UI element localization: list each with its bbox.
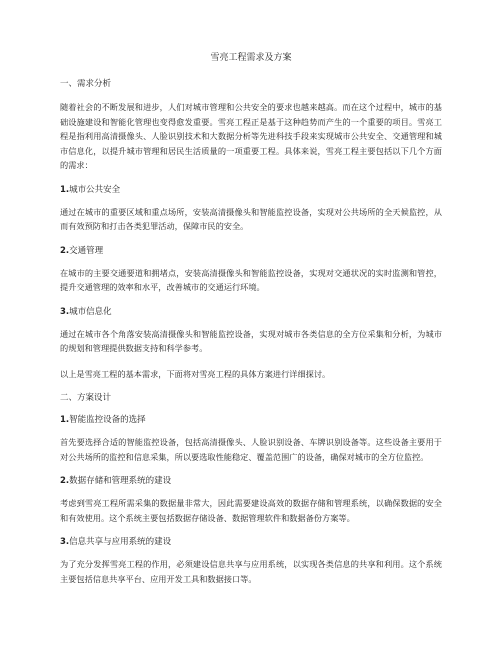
section-heading-design: 二、方案设计 [60,393,112,403]
subheading-text: 城市信息化 [69,306,112,317]
subheading-number: 1. [60,184,70,195]
subheading-number: 2. [60,245,70,256]
subheading-public-safety [60,184,442,196]
paragraph-info-sharing: 为了充分发挥雪亮工程的作用，必须建设信息共享与应用系统，以实现各类信息的共享和利用。这个系统主要包括信息共享平台、应用开发工具和数据接口等。 [60,559,442,584]
subheading-number: 1. [60,415,70,425]
document-title: 雪亮工程需求及方案 [210,53,292,63]
requirements-outro-paragraph: 以上是雪亮工程的基本需求，下面将对雪亮工程的具体方案进行详细探讨。 [60,368,331,379]
subheading-text: 交通管理 [69,245,104,256]
subheading-text: 信息共享与应用系统的建设 [69,537,172,547]
subheading-device-selection [60,414,442,426]
paragraph-device-selection: 首先要选择合适的智能监控设备，包括高清摄像头、人脸识别设备、车牌识别设备等。这些设备主要用于对公共场所的监控和信息采集，所以要选取性能稳定、覆盖范围广的设备，确保对城市的全方位监控。 [60,437,442,462]
requirements-intro-paragraph: 随着社会的不断发展和进步，人们对城市管理和公共安全的要求也越来越高。而在这个过程中，城市的基础设施建设和智能化管理也变得愈发重要。雪亮工程正是基于这种趋势而产生的一个重要的项目。雪亮工程是指利用高清摄像头、人脸识别技术和大数据分析等先进科技手段来实现城市公共安全、交通管理和城市信息化，以提升城市管理和居民生活质量的一项重要工程。具体来说，雪亮工程主要包括以下几个方面的需求： [60,102,442,170]
subheading-text: 数据存储和管理系统的建设 [69,476,172,486]
paragraph-informatization: 通过在城市各个角落安装高清摄像头和智能监控设备，实现对城市各类信息的全方位采集和分析，为城市的规划和管理提供数据支持和科学参考。 [60,328,442,353]
paragraph-public-safety: 通过在城市的重要区域和重点场所，安装高清摄像头和智能监控设备，实现对公共场所的全天候监控，从而有效预防和打击各类犯罪活动，保障市民的安全。 [60,206,442,231]
subheading-number: 3. [60,537,70,547]
section-heading-requirements: 一、需求分析 [60,79,112,89]
paragraph-traffic: 在城市的主要交通要道和拥堵点，安装高清摄像头和智能监控设备，实现对交通状况的实时监测和管控，提升交通管理的效率和水平，改善城市的交通运行环境。 [60,267,442,292]
subheading-number: 3. [60,306,70,317]
subheading-informatization [60,306,442,318]
subheading-traffic [60,245,442,257]
subheading-text: 城市公共安全 [69,184,121,195]
subheading-text: 智能监控设备的选择 [69,415,146,425]
subheading-data-storage [60,475,442,487]
subheading-number: 2. [60,476,70,486]
subheading-info-sharing [60,536,442,548]
paragraph-data-storage: 考虑到雪亮工程所需采集的数据量非常大，因此需要建设高效的数据存储和管理系统，以确保数据的安全和有效使用。这个系统主要包括数据存储设备、数据管理软件和数据备份方案等。 [60,498,442,523]
